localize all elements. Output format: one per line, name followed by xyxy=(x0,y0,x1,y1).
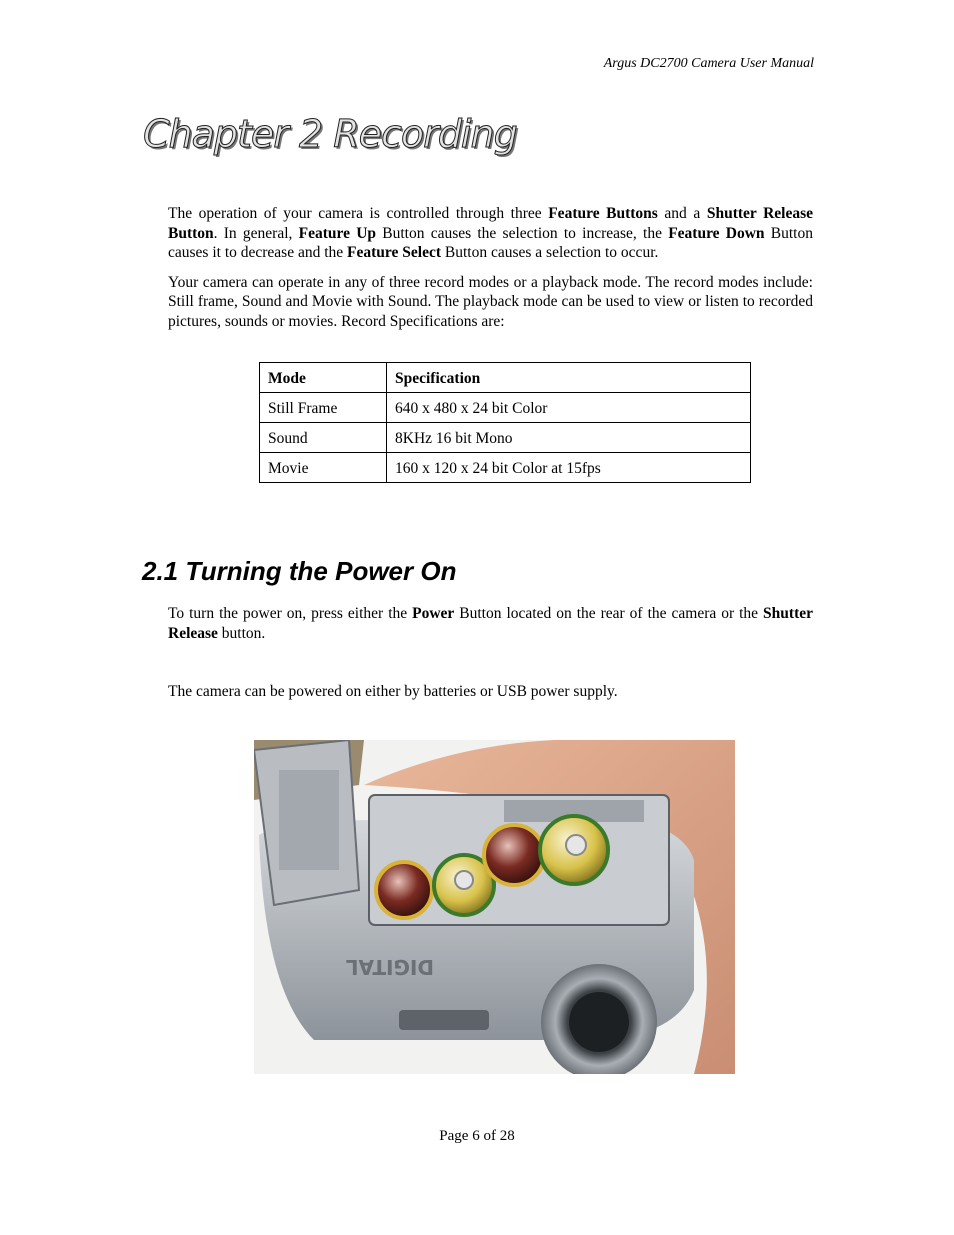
text-run: and a xyxy=(657,205,707,222)
bold-term: Feature Down xyxy=(668,224,765,242)
record-spec-table xyxy=(259,362,751,483)
cell-spec: 640 x 480 x 24 bit Color xyxy=(387,393,751,423)
power-paragraph-2 xyxy=(168,682,813,702)
cell-spec: 160 x 120 x 24 bit Color at 15fps xyxy=(387,453,751,483)
bold-term: Feature Select xyxy=(347,244,441,261)
text-run: The camera can be powered on either by batteries or USB power supply. xyxy=(168,683,618,700)
bold-term: Shutter Release xyxy=(168,605,813,642)
running-header: Argus DC2700 Camera User Manual xyxy=(603,56,814,71)
bold-term: Feature Buttons xyxy=(548,205,658,222)
cell-mode: Movie xyxy=(260,453,387,483)
power-paragraph-1 xyxy=(168,604,813,643)
text-run: Your camera can operate in any of three record modes or a playback mode. The record modes include: Still frame, Sound and Movie with Sound. The playback mode can be used to view or listen to recorded pictures, sounds or movies. Record Specifications are: xyxy=(168,273,813,330)
cell-mode: Still Frame xyxy=(260,393,387,423)
header-specification: Specification xyxy=(387,363,751,393)
text-run: Button located on the rear of the camera or the xyxy=(454,605,764,622)
camera-brand-text: DIGITAL xyxy=(345,955,434,979)
cell-mode: Sound xyxy=(260,423,387,453)
table-row xyxy=(260,453,751,483)
text-run: Button causes the selection to increase, the xyxy=(376,224,669,242)
text-run: button. xyxy=(217,624,266,642)
camera-battery-photo xyxy=(254,740,735,1074)
cell-spec: 8KHz 16 bit Mono xyxy=(387,423,751,453)
power-text xyxy=(168,604,813,653)
table-header-row xyxy=(260,363,751,393)
intro-paragraph-1 xyxy=(168,204,813,263)
text-run: To turn the power on, press either the xyxy=(168,605,413,622)
bold-term: Feature Up xyxy=(298,224,377,242)
chapter-title: Chapter 2 Recording xyxy=(143,112,517,156)
page-footer: Page 6 of 28 xyxy=(439,1128,515,1144)
intro-paragraph-2 xyxy=(168,273,813,332)
intro-text xyxy=(168,204,813,341)
text-run: Button causes it to decrease and the xyxy=(168,224,813,261)
bold-term: Power xyxy=(412,605,455,622)
text-run: . In general, xyxy=(213,224,299,242)
section-title: 2.1 Turning the Power On xyxy=(142,556,457,586)
text-run: Button causes a selection to occur. xyxy=(441,244,659,261)
bold-term: Shutter Release Button xyxy=(168,205,813,242)
supply-text xyxy=(168,682,813,712)
table-row xyxy=(260,393,751,423)
table-row xyxy=(260,423,751,453)
text-run: The operation of your camera is controlled through three xyxy=(168,205,549,222)
header-mode: Mode xyxy=(260,363,387,393)
